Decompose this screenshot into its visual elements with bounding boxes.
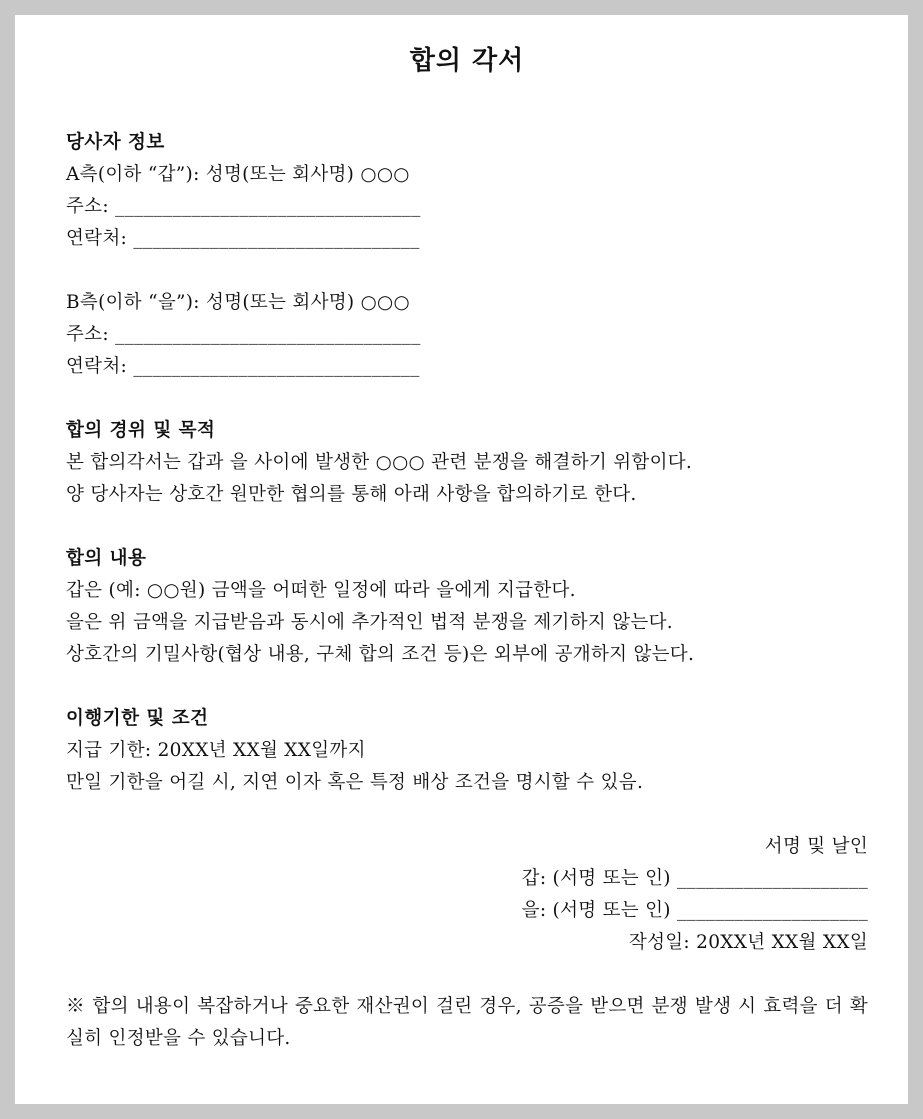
footnote: ※ 합의 내용이 복잡하거나 중요한 재산권이 걸린 경우, 공증을 받으면 분쟁 발생 시 효력을 더 확실히 인정받을 수 있습니다. [66, 996, 868, 1049]
background-section [66, 415, 868, 511]
spacer [66, 383, 868, 415]
terms-heading: 합의 내용 [66, 548, 147, 569]
deadline-heading: 이행기한 및 조건 [66, 708, 209, 729]
party-a-address: 주소: ________________________________ [66, 196, 421, 217]
document-page [15, 15, 908, 1104]
document-title: 합의 각서 [409, 46, 525, 76]
spacer [66, 959, 868, 991]
terms-line: 갑은 (예: ○○원) 금액을 어떠한 일정에 따라 을에게 지급한다. [66, 580, 576, 601]
spacer [66, 799, 868, 831]
party-a-name: A측(이하 “갑”): 성명(또는 회사명) ○○○ [66, 164, 410, 185]
terms-line: 상호간의 기밀사항(협상 내용, 구체 합의 조건 등)은 외부에 공개하지 않는다. [66, 644, 695, 665]
spacer [66, 511, 868, 543]
spacer [66, 671, 868, 703]
background-heading: 합의 경위 및 목적 [66, 420, 216, 441]
party-b-contact: 연락처: ______________________________ [66, 356, 420, 377]
signature-heading: 서명 및 날인 [764, 836, 868, 857]
spacer [66, 255, 868, 287]
terms-line: 을은 위 금액을 지급받음과 동시에 추가적인 법적 분쟁을 제기하지 않는다. [66, 612, 673, 633]
party-a-signature-line: 갑: (서명 또는 인) ____________________ [521, 868, 868, 889]
date-line: 작성일: 20XX년 XX월 XX일 [628, 932, 868, 953]
party-b-name: B측(이하 “을”): 성명(또는 회사명) ○○○ [66, 292, 410, 313]
parties-section [66, 127, 868, 383]
background-line: 양 당사자는 상호간 원만한 협의를 통해 아래 사항을 합의하기로 한다. [66, 484, 637, 505]
parties-heading: 당사자 정보 [66, 132, 165, 153]
party-a-contact: 연락처: ______________________________ [66, 228, 420, 249]
terms-section [66, 543, 868, 671]
signature-section [66, 831, 868, 959]
party-b-address: 주소: ________________________________ [66, 324, 421, 345]
deadline-section [66, 703, 868, 799]
deadline-line: 만일 기한을 어길 시, 지연 이자 혹은 특정 배상 조건을 명시할 수 있음. [66, 772, 644, 793]
deadline-line: 지급 기한: 20XX년 XX월 XX일까지 [66, 740, 366, 761]
background-line: 본 합의각서는 갑과 을 사이에 발생한 ○○○ 관련 분쟁을 해결하기 위함이다. [66, 452, 693, 473]
party-b-signature-line: 을: (서명 또는 인) ____________________ [521, 900, 868, 921]
document-content [66, 43, 868, 1055]
